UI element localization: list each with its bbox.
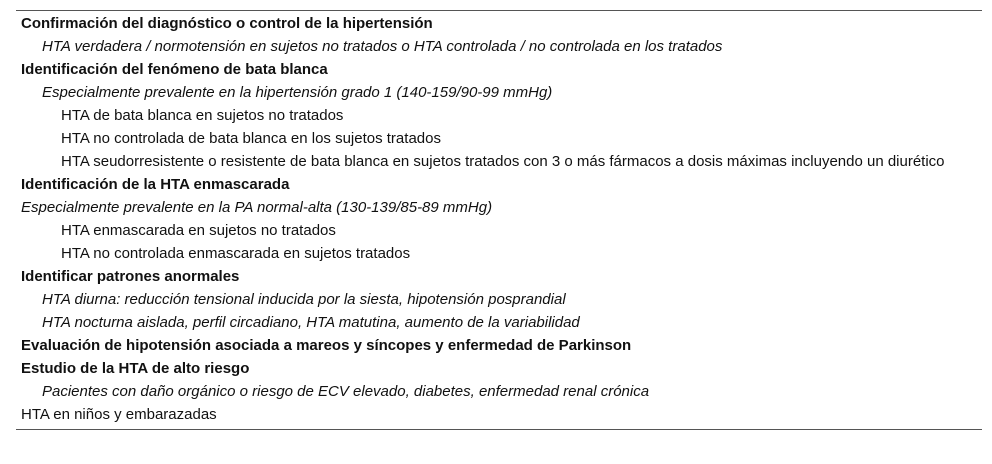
table-row: Pacientes con daño orgánico o riesgo de ECV elevado, diabetes, enfermedad renal crónica xyxy=(42,383,650,400)
indications-table xyxy=(16,10,982,430)
table-row: Estudio de la HTA de alto riesgo xyxy=(21,360,250,377)
table-row: HTA no controlada de bata blanca en los sujetos tratados xyxy=(61,130,441,147)
table-row: Identificar patrones anormales xyxy=(21,268,240,285)
table-row: Identificación de la HTA enmascarada xyxy=(21,176,290,193)
table-row: HTA diurna: reducción tensional inducida por la siesta, hipotensión posprandial xyxy=(42,291,566,308)
table-row: Confirmación del diagnóstico o control de la hipertensión xyxy=(21,15,433,32)
table-row: Especialmente prevalente en la hipertensión grado 1 (140-159/90-99 mmHg) xyxy=(42,84,553,101)
table-row: Identificación del fenómeno de bata blanca xyxy=(21,61,328,78)
table-row: HTA no controlada enmascarada en sujetos tratados xyxy=(61,245,411,262)
table-row: HTA enmascarada en sujetos no tratados xyxy=(61,222,336,239)
table-row: Especialmente prevalente en la PA normal-alta (130-139/85-89 mmHg) xyxy=(21,199,493,216)
table-row: Evaluación de hipotensión asociada a mareos y síncopes y enfermedad de Parkinson xyxy=(21,337,632,354)
table-row: HTA verdadera / normotensión en sujetos no tratados o HTA controlada / no controlada en los tratados xyxy=(42,38,723,55)
table-row: HTA seudorresistente o resistente de bata blanca en sujetos tratados con 3 o más fármacos a dosis máximas incluyendo un diurético xyxy=(61,153,945,170)
table-row: HTA nocturna aislada, perfil circadiano, HTA matutina, aumento de la variabilidad xyxy=(42,314,580,331)
table-row: HTA en niños y embarazadas xyxy=(21,406,217,423)
table-row: HTA de bata blanca en sujetos no tratados xyxy=(61,107,344,124)
